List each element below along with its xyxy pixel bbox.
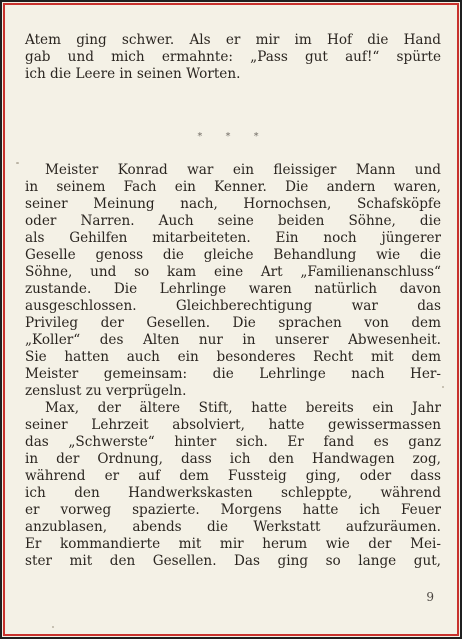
- text-line: Meister gemeinsam: die Lehrlinge nach Her-: [25, 366, 441, 382]
- text-line: als Gehilfen mitarbeiteten. Ein noch jüngerer: [25, 230, 441, 246]
- text-line: ster mit den Gesellen. Das ging so lange gut,: [25, 553, 441, 569]
- body-text: [25, 32, 441, 570]
- text-line: zenslust zu verprügeln.: [25, 383, 187, 399]
- text-line: Söhne, und so kam eine Art „Familienanschluss“: [25, 264, 441, 280]
- text-line: seiner Lehrzeit absolviert, hatte gewissermassen: [25, 417, 441, 433]
- text-line: Atem ging schwer. Als er mir im Hof die Hand: [25, 32, 441, 48]
- text-line: oder Narren. Auch seine beiden Söhne, die: [25, 213, 441, 229]
- text-line: Max, der ältere Stift, hatte bereits ein Jahr: [45, 400, 441, 416]
- text-line: zustande. Die Lehrlinge waren natürlich davon: [25, 281, 441, 297]
- text-line: Er kommandierte mit mir herum wie der Mei-: [25, 536, 441, 552]
- text-line: Sie hatten auch ein besonderes Recht mit dem: [25, 349, 441, 365]
- paragraph-3: [25, 400, 441, 570]
- text-line: das „Schwerste“ hinter sich. Er fand es ganz: [25, 434, 441, 450]
- text-line: „Koller“ des Alten nur in unserer Abwesenheit.: [25, 332, 441, 348]
- text-line: gab und mich ermahnte: „Pass gut auf!“ spürte: [25, 49, 441, 65]
- text-line: ich den Handwerkskasten schleppte, während: [25, 485, 441, 501]
- text-line: in der Ordnung, dass ich den Handwagen zog,: [25, 451, 441, 467]
- text-line: während er auf dem Fussteig ging, oder dass: [25, 468, 441, 484]
- paper-speck: [442, 386, 444, 388]
- text-line: er vorweg spazierte. Morgens hatte ich Feuer: [25, 502, 441, 518]
- text-line: in seinem Fach ein Kenner. Die andern waren,: [25, 179, 441, 195]
- text-line: Geselle genoss die gleiche Behandlung wie die: [25, 247, 441, 263]
- section-separator: * * *: [197, 131, 269, 142]
- paper-speck: [16, 162, 19, 164]
- page-number: 9: [426, 590, 434, 604]
- paragraph-2: [25, 162, 441, 400]
- text-line: ich die Leere in seinen Worten.: [25, 66, 241, 82]
- text-line: Privileg der Gesellen. Die sprachen von dem: [25, 315, 441, 331]
- text-line: anzublasen, abends die Werkstatt aufzuräumen.: [25, 519, 441, 535]
- paragraph-1: [25, 32, 441, 83]
- text-line: Meister Konrad war ein fleissiger Mann und: [45, 162, 441, 178]
- text-line: seiner Meinung nach, Hornochsen, Schafsköpfe: [25, 196, 441, 212]
- paper-speck: [52, 626, 54, 628]
- text-line: ausgeschlossen. Gleichberechtigung war das: [25, 298, 441, 314]
